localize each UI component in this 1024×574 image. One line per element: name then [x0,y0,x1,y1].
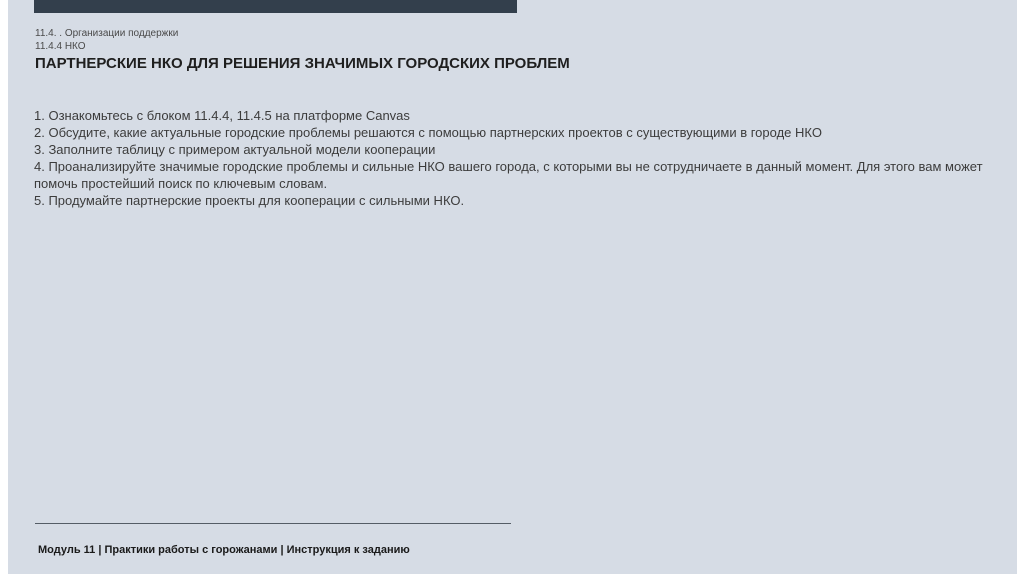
instruction-item: 3. Заполните таблицу с примером актуальной модели кооперации [34,142,436,157]
breadcrumb-subsection: 11.4.4 НКО [35,41,86,52]
instruction-item: 5. Продумайте партнерские проекты для кооперации с сильными НКО. [34,193,465,208]
slide [8,0,1017,574]
instruction-item: 2. Обсудите, какие актуальные городские проблемы решаются с помощью партнерских проектов с существующими в городе НКО [34,125,822,140]
instruction-item: 4. Проанализируйте значимые городские проблемы и сильные НКО вашего города, с которыми вы не сотрудничаете в данный момент. Для этого вам может помочь простейший поиск по ключевым словам. [34,159,983,191]
slide-title: ПАРТНЕРСКИЕ НКО ДЛЯ РЕШЕНИЯ ЗНАЧИМЫХ ГОРОДСКИХ ПРОБЛЕМ [35,55,570,72]
top-accent-bar [34,0,517,13]
footer-caption: Модуль 11 | Практики работы с горожанами | Инструкция к заданию [38,544,410,556]
footer-divider [35,523,511,524]
breadcrumb-section: 11.4. . Организации поддержки [35,28,179,39]
instruction-list [34,107,994,209]
instruction-item: 1. Ознакомьтесь с блоком 11.4.4, 11.4.5 на платформе Canvas [34,108,410,123]
